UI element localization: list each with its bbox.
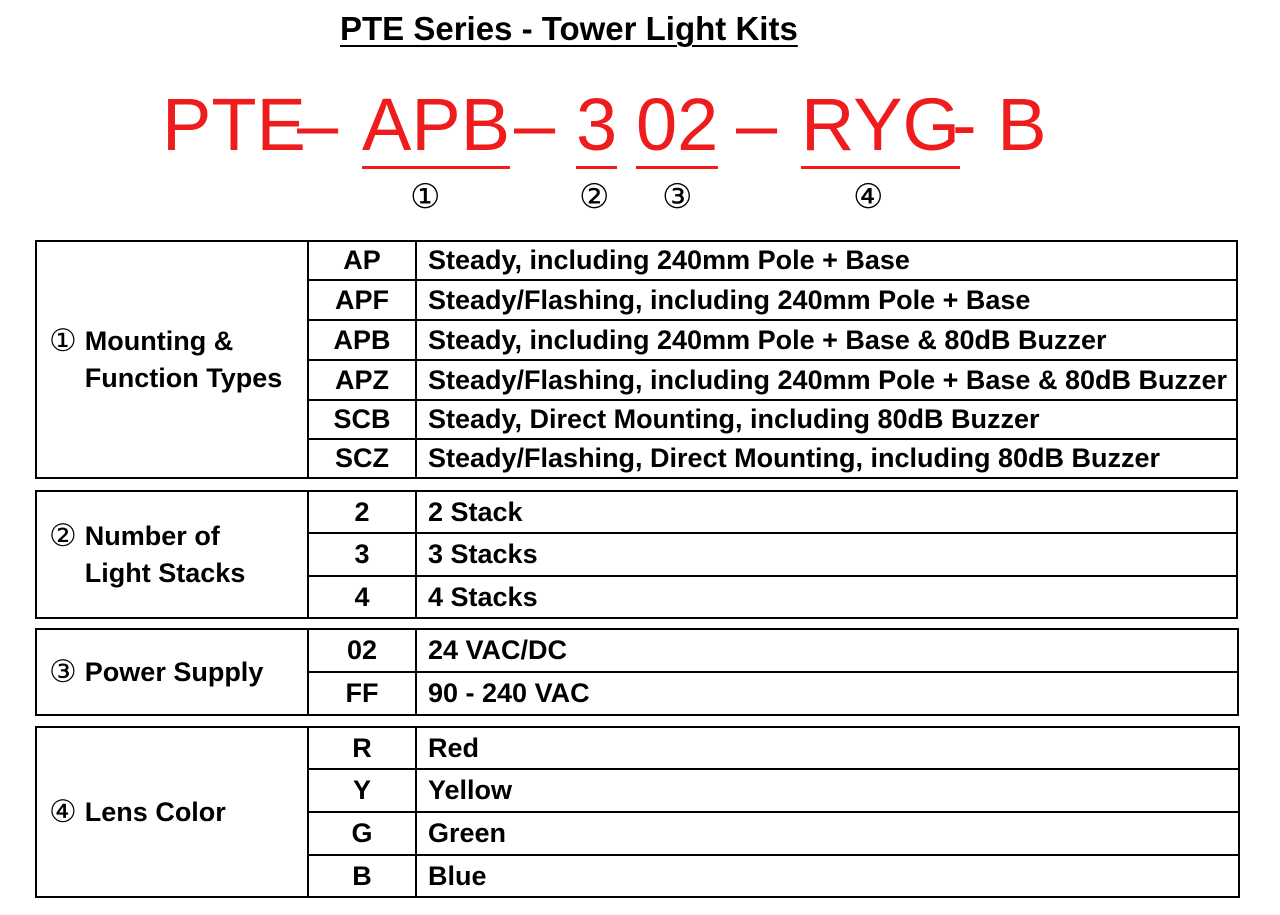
- power-table: [35, 628, 1239, 716]
- option-desc: Steady, including 240mm Pole + Base: [416, 241, 1237, 280]
- option-code: APB: [308, 320, 416, 360]
- option-desc: 3 Stacks: [416, 533, 1237, 576]
- label-line-1: Lens Color: [84, 796, 226, 827]
- code-mount-segment: APB: [362, 88, 510, 169]
- power-label: [36, 629, 308, 715]
- code-suffix: - B: [952, 83, 1047, 166]
- option-code: 2: [308, 491, 416, 533]
- marker-1: ①: [410, 177, 441, 217]
- option-desc: 90 - 240 VAC: [416, 672, 1238, 715]
- option-code: SCZ: [308, 439, 416, 478]
- label-line-2: Light Stacks: [84, 557, 246, 588]
- option-code: 02: [308, 629, 416, 672]
- marker-2: ②: [579, 177, 610, 217]
- option-desc: 4 Stacks: [416, 576, 1237, 618]
- option-desc: 2 Stack: [416, 491, 1237, 533]
- code-dash-3: –: [736, 83, 778, 166]
- mounting-table: [35, 240, 1238, 479]
- option-code: 4: [308, 576, 416, 618]
- option-desc: Red: [416, 727, 1239, 769]
- option-desc: Blue: [416, 855, 1239, 897]
- section-number: ③: [49, 653, 77, 690]
- section-number: ②: [49, 517, 77, 554]
- option-code: AP: [308, 241, 416, 280]
- label-line-1: Power Supply: [84, 656, 264, 687]
- label-line-1: Mounting &: [84, 325, 234, 356]
- option-desc: Steady/Flashing, Direct Mounting, including 80dB Buzzer: [416, 439, 1237, 478]
- label-line-2: Function Types: [84, 362, 283, 393]
- option-desc: 24 VAC/DC: [416, 629, 1238, 672]
- code-stacks-segment: 3: [576, 88, 617, 169]
- code-colors-segment: RYG: [801, 88, 960, 169]
- mounting-label: [36, 241, 308, 478]
- option-code: 3: [308, 533, 416, 576]
- code-power-segment: 02: [636, 88, 718, 169]
- option-code: APZ: [308, 360, 416, 400]
- section-number: ①: [49, 322, 77, 359]
- code-prefix: PTE: [162, 83, 306, 166]
- marker-4: ④: [853, 177, 884, 217]
- option-code: B: [308, 855, 416, 897]
- option-desc: Steady/Flashing, including 240mm Pole + Base & 80dB Buzzer: [416, 360, 1237, 400]
- option-code: R: [308, 727, 416, 769]
- label-line-1: Number of: [84, 520, 220, 551]
- option-code: Y: [308, 769, 416, 812]
- option-desc: Steady/Flashing, including 240mm Pole + Base: [416, 280, 1237, 320]
- option-code: FF: [308, 672, 416, 715]
- stacks-table: [35, 490, 1238, 619]
- marker-3: ③: [662, 177, 693, 217]
- code-dash-2: –: [514, 83, 556, 166]
- option-code: SCB: [308, 400, 416, 439]
- option-desc: Steady, Direct Mounting, including 80dB Buzzer: [416, 400, 1237, 439]
- section-number: ④: [49, 793, 77, 830]
- option-desc: Yellow: [416, 769, 1239, 812]
- lens-color-table: [35, 726, 1240, 898]
- stacks-label: [36, 491, 308, 618]
- lens-color-label: [36, 727, 308, 897]
- option-desc: Steady, including 240mm Pole + Base & 80dB Buzzer: [416, 320, 1237, 360]
- code-dash-1: –: [297, 83, 339, 166]
- option-desc: Green: [416, 812, 1239, 855]
- option-code: APF: [308, 280, 416, 320]
- option-code: G: [308, 812, 416, 855]
- page-title: PTE Series - Tower Light Kits: [340, 10, 798, 47]
